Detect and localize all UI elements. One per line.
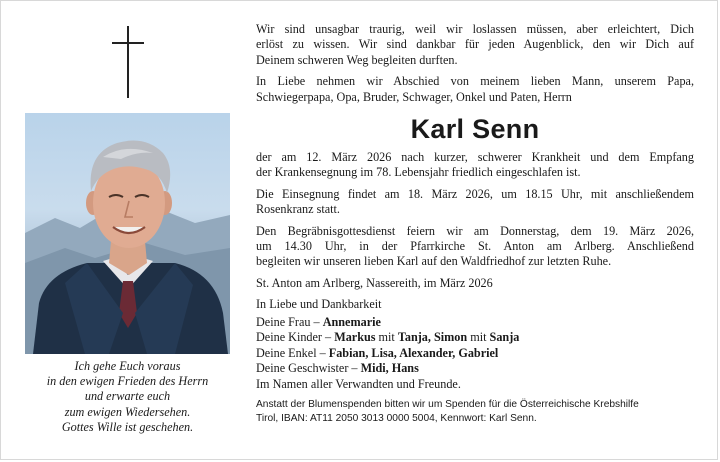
partner-name: Sanja [489,330,520,345]
notice-text [256,22,694,426]
family-row-siblings: Deine Geschwister – Midi, Hans [256,361,419,376]
death-line: der am 12. März 2026 nach kurzer, schwerer Krankheit und dem Empfang [256,150,694,165]
farewell-line: Schwiegerpapa, Opa, Bruder, Schwager, Onkel und Paten, Herrn [256,89,572,104]
death-paragraph [256,150,694,181]
family-row-children: Deine Kinder – Markus mit Tanja, Simon mit Sanja [256,330,520,345]
farewell-line: In Liebe nehmen wir Abschied von meinem lieben Mann, unserem Papa, [256,74,694,89]
family-row-wife: Deine Frau – Annemarie [256,314,381,329]
blessing-line: Rosenkranz statt. [256,202,340,217]
motto-line: Gottes Wille ist geschehen. [61,419,194,434]
child-name: Markus [334,330,376,345]
deceased-name: Karl Senn [410,114,540,145]
family-row-grandchildren: Deine Enkel – Fabian, Lisa, Alexander, Gabriel [256,345,499,360]
wife-name: Annemarie [322,314,381,329]
blessing-paragraph [256,187,694,218]
funeral-line: Den Begräbnisgottesdienst feiern wir am Donnerstag, dem 19. März 2026, [256,223,694,238]
motto-line: zum ewigen Wiedersehen. [64,404,191,419]
intro-line: Deinem schweren Weg begleiten durften. [256,52,458,67]
family-row-relatives: Im Namen aller Verwandten und Freunde. [256,377,461,392]
death-line: der Krankensegnung im 78. Lebensjahr friedlich eingeschlafen ist. [256,165,581,180]
funeral-paragraph [256,224,694,270]
intro-line: Wir sind unsagbar traurig, weil wir loslassen müssen, aber erleichtert, Dich [256,22,694,36]
funeral-line: um 14.30 Uhr, in der Pfarrkirche St. Anton am Arlberg. Anschließend [256,239,694,254]
farewell-paragraph [256,74,694,105]
partner-names: Tanja, Simon [397,330,468,345]
intro-paragraph [256,22,694,68]
love-line: In Liebe und Dankbarkeit [256,297,382,312]
donation-note [256,398,694,426]
motto-line: und erwarte euch [84,389,171,404]
motto-line: Ich gehe Euch voraus [74,359,181,373]
grandchildren-names: Fabian, Lisa, Alexander, Gabriel [328,345,499,360]
motto-line: in den ewigen Frieden des Herrn [46,374,209,389]
blessing-line: Die Einsegnung findet am 18. März 2026, um 18.15 Uhr, mit anschließendem [256,186,694,201]
portrait-photo [25,113,230,354]
funeral-line: begleiten wir unseren lieben Karl auf den Waldfriedhof zur letzten Ruhe. [256,254,612,269]
intro-line: erlöst zu wissen. Wir sind dankbar für jeden Augenblick, den wir Dich auf [256,37,694,52]
donation-line: Anstatt der Blumenspenden bitten wir um Spenden für die Österreichische Krebshilfe [256,398,639,410]
motto-verse [25,359,230,435]
siblings-names: Midi, Hans [360,361,419,376]
cross-icon [112,26,144,98]
place-date: St. Anton am Arlberg, Nassereith, im März 2026 [256,275,493,290]
donation-line: Tirol, IBAN: AT11 2050 3013 0000 5004, Kennwort: Karl Senn. [256,412,537,424]
family-list [256,315,694,393]
